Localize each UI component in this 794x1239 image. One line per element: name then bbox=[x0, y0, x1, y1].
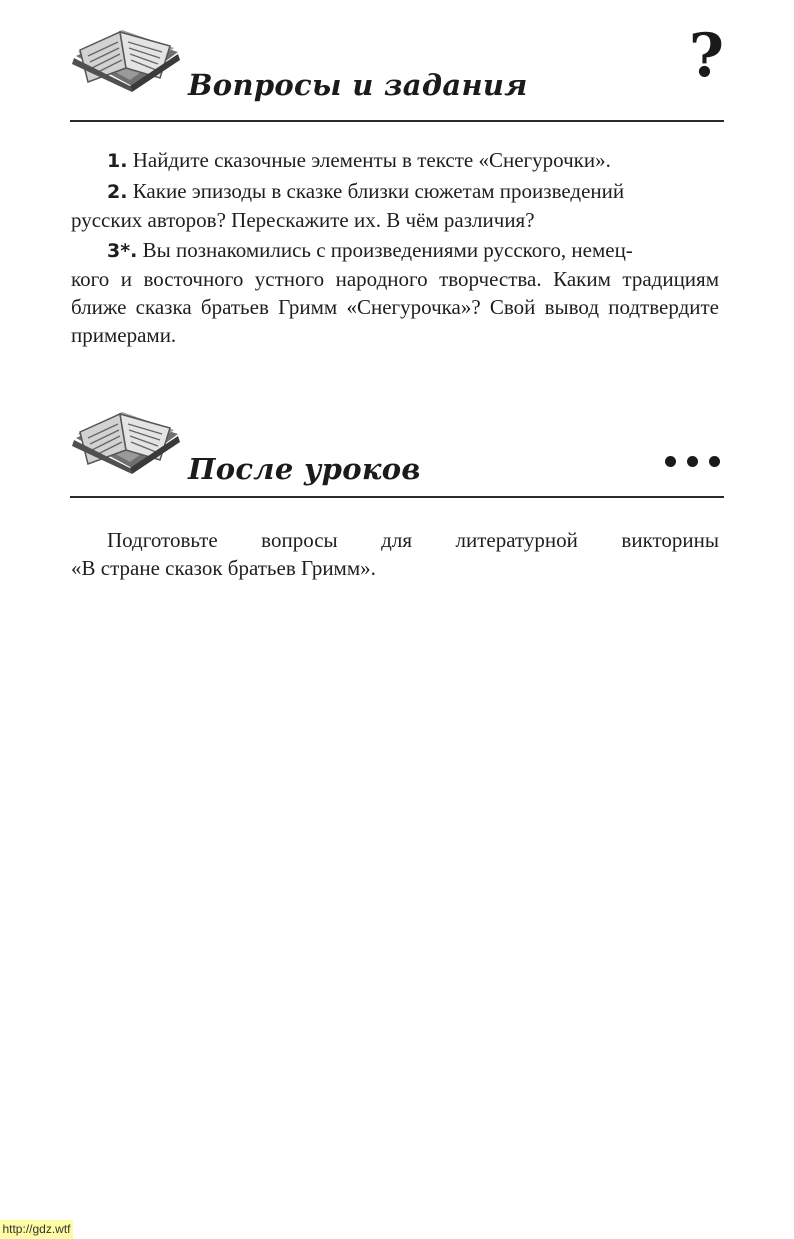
question-mark-icon: ? bbox=[688, 21, 724, 91]
after-lessons-section-header bbox=[70, 410, 724, 500]
question-1 bbox=[107, 146, 719, 175]
book-icon bbox=[70, 28, 182, 96]
question-text-continued: кого и восточного устного народного творчества. Каким традициям ближе сказка братьев Гримм «Снегурочка»? Свой вывод подтвердите примерами. bbox=[71, 267, 719, 347]
question-text: Найдите сказочные элементы в тексте «Снегурочки». bbox=[132, 148, 611, 172]
question-text: Какие эпизоды в сказке близки сюжетам произведений bbox=[132, 179, 625, 203]
source-link[interactable]: http://gdz.wtf bbox=[0, 1220, 73, 1239]
section-divider bbox=[70, 496, 724, 498]
section-title: После уроков bbox=[188, 452, 421, 486]
question-number: 2. bbox=[107, 181, 128, 203]
question-2 bbox=[71, 177, 719, 234]
section-title: Вопросы и задания bbox=[188, 68, 528, 102]
dot bbox=[687, 456, 698, 467]
book-icon bbox=[70, 410, 182, 478]
question-text: Вы познакомились с произведениями русского, немец- bbox=[142, 238, 633, 262]
questions-section-header bbox=[70, 21, 724, 124]
task-text: Подготовьте вопросы для литературной викторины bbox=[107, 528, 719, 552]
dot bbox=[665, 456, 676, 467]
question-text-continued: русских авторов? Перескажите их. В чём различия? bbox=[71, 208, 535, 232]
after-lessons-task bbox=[71, 526, 719, 582]
task-text-continued: «В стране сказок братьев Гримм». bbox=[71, 556, 376, 580]
dot bbox=[709, 456, 720, 467]
ellipsis-dots-icon bbox=[665, 456, 720, 467]
question-number: 3*. bbox=[107, 240, 138, 262]
question-number: 1. bbox=[107, 150, 128, 172]
question-3 bbox=[71, 236, 719, 349]
section-divider bbox=[70, 120, 724, 122]
